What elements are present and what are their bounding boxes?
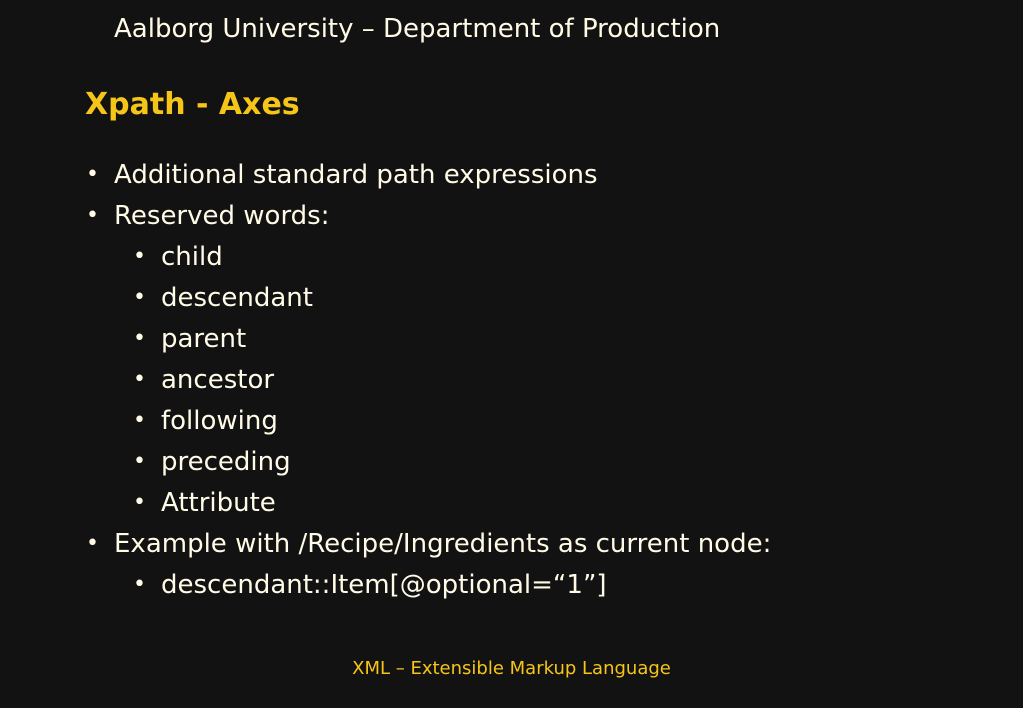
sub-bullet-text: ancestor: [161, 365, 275, 395]
bullet-text: Example with /Recipe/Ingredients as current node:: [114, 529, 772, 559]
bullet-dot-icon: •: [133, 244, 146, 269]
sub-bullet-text: descendant: [161, 283, 313, 313]
bullet-dot-icon: •: [133, 490, 146, 515]
bullet-text: Reserved words:: [114, 201, 330, 231]
sub-bullet-text: Attribute: [161, 488, 276, 518]
slide-header: Aalborg University – Department of Production: [114, 14, 721, 44]
bullet-dot-icon: •: [133, 449, 146, 474]
sub-bullet-text: preceding: [161, 447, 291, 477]
bullet-text: Additional standard path expressions: [114, 160, 598, 190]
slide-footer: XML – Extensible Markup Language: [352, 658, 671, 679]
bullet-dot-icon: •: [133, 326, 146, 351]
sub-bullet-text: descendant::Item[@optional=“1”]: [161, 570, 607, 600]
bullet-dot-icon: •: [86, 162, 99, 187]
slide-title: Xpath - Axes: [85, 87, 300, 122]
bullet-dot-icon: •: [86, 531, 99, 556]
bullet-dot-icon: •: [133, 367, 146, 392]
sub-bullet-text: following: [161, 406, 278, 436]
bullet-dot-icon: •: [133, 285, 146, 310]
sub-bullet-text: child: [161, 242, 223, 272]
bullet-dot-icon: •: [86, 203, 99, 228]
sub-bullet-text: parent: [161, 324, 247, 354]
bullet-dot-icon: •: [133, 408, 146, 433]
bullet-dot-icon: •: [133, 572, 146, 597]
